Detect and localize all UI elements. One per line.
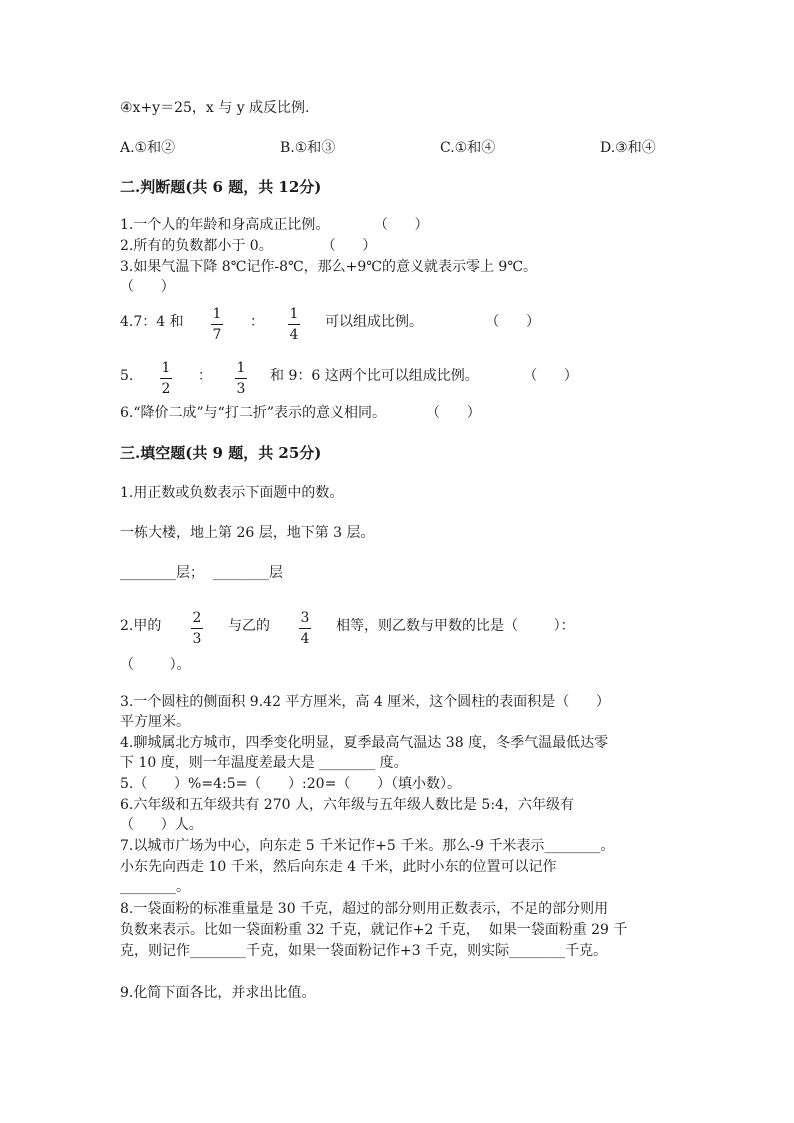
fill-1: 1.用正数或负数表示下面题中的数。 (120, 485, 344, 501)
fill-2-fraction-1 (191, 610, 203, 647)
judge-3b: （ ） (120, 279, 175, 295)
fill-3a: 3.一个圆柱的侧面积 9.42 平方厘米，高 4 厘米，这个圆柱的表面积是（ ） (120, 694, 610, 710)
q4-line: ④x+y＝25，x 与 y 成反比例. (120, 100, 310, 116)
judge-2: 2.所有的负数都小于 0。 （ ） (120, 238, 377, 254)
fill-6a: 6.六年级和五年级共有 270 人，六年级与五年级人数比是 5:4，六年级有 (120, 797, 574, 813)
fill-1c: ________层； ________层 (120, 565, 283, 581)
fill-5: 5.（ ）%=4:5=（ ）:20=（ ）（填小数）。 (120, 776, 462, 792)
option-c: C.①和④ (440, 140, 496, 156)
judge-5-prefix: 5. (120, 368, 134, 384)
judge-5-fraction-2 (235, 360, 247, 397)
judge-4-suffix: 可以组成比例。 （ ） (325, 314, 541, 330)
fill-8b: 负数来表示。比如一袋面粉重 32 千克，就记作+2 千克， 如果一袋面粉重 29 千 (120, 922, 628, 938)
fraction-denominator: 2 (161, 381, 171, 397)
section3-title: 三.填空题(共 9 题，共 25分) (120, 444, 322, 462)
judge-1: 1.一个人的年龄和身高成正比例。 （ ） (120, 217, 429, 233)
judge-5-fraction-1 (160, 360, 172, 397)
section2-title: 二.判断题(共 6 题，共 12分) (120, 178, 322, 196)
judge-6: 6.“降价二成”与“打二折”表示的意义相同。 （ ） (120, 405, 481, 421)
judge-4-fraction-2 (288, 306, 300, 343)
fill-6b: （ ）人。 (120, 817, 203, 833)
fill-2-mid: 与乙的 (228, 618, 270, 634)
fill-7c: ________。 (120, 879, 190, 895)
fill-3b: 平方厘米。 (120, 714, 190, 730)
fill-2-fraction-2 (299, 610, 311, 647)
fill-4b: 下 10 度，则一年温度差最大是 ________ 度。 (120, 755, 408, 771)
judge-4-fraction-1 (211, 306, 223, 343)
fill-2-suffix: 相等，则乙数与甲数的比是（ ）： (336, 618, 575, 634)
fraction-numerator: 1 (289, 306, 299, 322)
fill-1b: 一栋大楼，地上第 26 层，地下第 3 层。 (120, 525, 375, 541)
fraction-denominator: 3 (236, 381, 246, 397)
fill-7a: 7.以城市广场为中心，向东走 5 千米记作+5 千米。那么-9 千米表示________。 (120, 838, 615, 854)
fill-8c: 克，则记作________千克，如果一袋面粉记作+3 千克，则实际________千克。 (120, 943, 608, 959)
judge-4-prefix: 4.7：4 和 (120, 314, 184, 330)
fraction-denominator: 7 (212, 327, 222, 343)
fill-7b: 小东先向西走 10 千米，然后向东走 4 千米，此时小东的位置可以记作 (120, 859, 557, 875)
fraction-denominator: 3 (192, 631, 202, 647)
judge-4-colon: ： (250, 314, 264, 330)
fraction-denominator: 4 (300, 631, 310, 647)
fraction-numerator: 3 (300, 610, 310, 626)
judge-5-colon: ： (198, 368, 212, 384)
fill-4a: 4.聊城属北方城市，四季变化明显，夏季最高气温达 38 度，冬季气温最低达零 (120, 735, 609, 751)
fill-2-prefix: 2.甲的 (120, 618, 162, 634)
fraction-numerator: 1 (161, 360, 171, 376)
fill-9: 9.化简下面各比，并求出比值。 (120, 985, 316, 1001)
fraction-numerator: 1 (236, 360, 246, 376)
fill-2b: （ ）。 (120, 657, 191, 673)
option-a: A.①和② (120, 140, 176, 156)
fraction-numerator: 2 (192, 610, 202, 626)
judge-5-suffix: 和 9：6 这两个比可以组成比例。 （ ） (270, 368, 578, 384)
fraction-numerator: 1 (212, 306, 222, 322)
fill-8a: 8.一袋面粉的标准重量是 30 千克，超过的部分则用正数表示，不足的部分则用 (120, 901, 609, 917)
judge-3a: 3.如果气温下降 8℃记作-8℃，那么+9℃的意义就表示零上 9℃。 (120, 259, 537, 275)
option-d: D.③和④ (600, 140, 656, 156)
option-b: B.①和③ (280, 140, 336, 156)
fraction-denominator: 4 (289, 327, 299, 343)
